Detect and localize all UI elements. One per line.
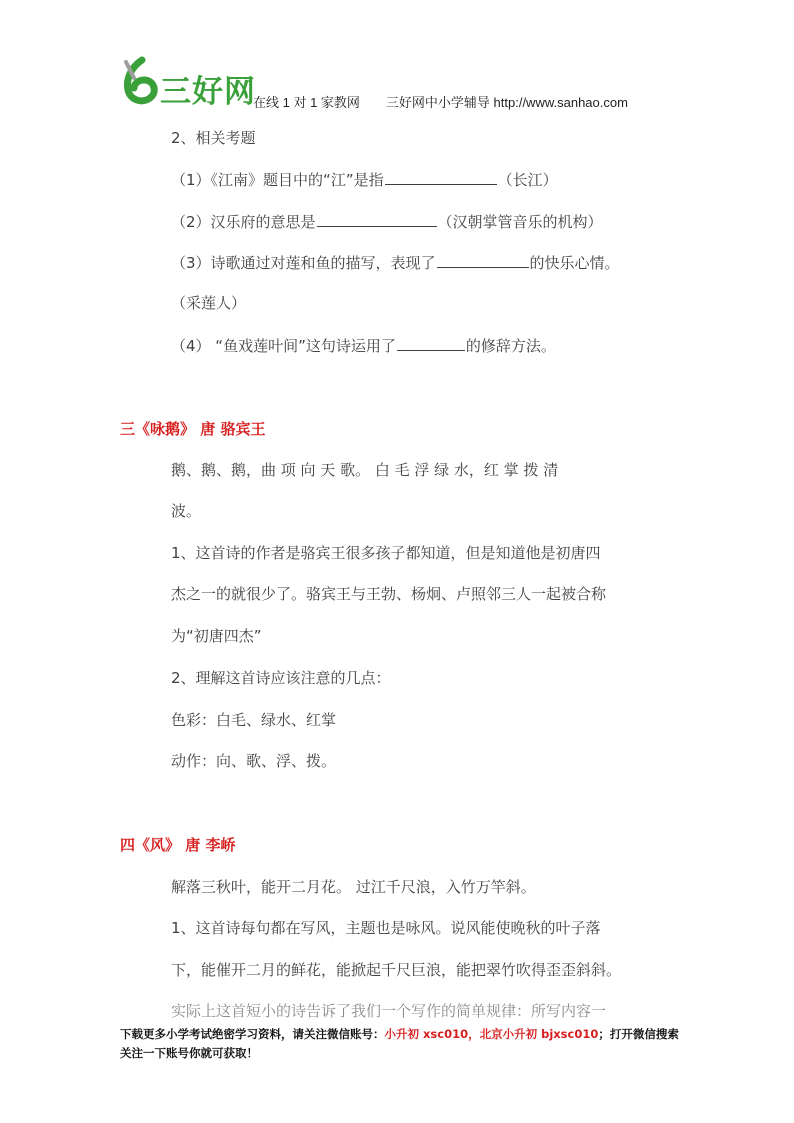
section-four-heading: 四《风》 唐 李峤 [120,836,236,854]
color-points: 色彩：白毛、绿水、红掌 [171,711,337,729]
question-3: （3）诗歌通过对莲和鱼的描写，表现了 的快乐心情。 [171,251,620,273]
poem-line: 鹅、鹅、鹅，曲 项 向 天 歌。 白 毛 浮 绿 水，红 掌 拨 清 [171,461,559,479]
paragraph-line: 1、这首诗每句都在写风，主题也是咏风。说风能使晚秋的叶子落 [171,919,601,937]
section-three-heading: 三《咏鹅》 唐 骆宾王 [120,420,266,438]
poem-line: 解落三秋叶，能开二月花。 过江千尺浪，入竹万竿斜。 [171,878,536,896]
question-3-answer: （采莲人） [171,294,247,312]
answer-blank [397,334,465,351]
header-tagline: 在线 1 对 1 家教网 [253,95,360,110]
paragraph-line: 2、理解这首诗应该注意的几点： [171,669,391,687]
paragraph-line: 实际上这首短小的诗告诉了我们一个写作的简单规律：所写内容一 [171,1002,607,1020]
poem-line: 波。 [171,502,202,520]
questions-title: 2、相关考题 [171,129,256,147]
paragraph-line: 杰之一的就很少了。骆宾王与王勃、杨炯、卢照邻三人一起被合称 [171,585,607,603]
answer-blank [385,168,497,185]
wechat-accounts: 小升初 xsc010，北京小升初 bjxsc010 [384,1027,599,1041]
footer-notice: 下载更多小学考试绝密学习资料，请关注微信账号：小升初 xsc010，北京小升初 bjxsc010；打开微信搜索 关注一下账号你就可获取！ [120,1027,679,1060]
answer-blank [437,251,529,268]
logo-text: 三好网 [160,74,256,110]
question-1: （1）《江南》题目中的“江”是指 （长江） [171,168,558,190]
action-points: 动作：向、歌、浮、拨。 [171,752,337,770]
paragraph-line: 下，能催开二月的鲜花，能掀起千尺巨浪，能把翠竹吹得歪歪斜斜。 [171,961,622,979]
question-2: （2）汉乐府的意思是 （汉朝掌管音乐的机构） [171,210,603,232]
paragraph-line: 为“初唐四杰” [171,627,262,645]
answer-blank [317,210,437,227]
question-4: （4） “鱼戏莲叶间”这句诗运用了 的修辞方法。 [171,334,556,356]
header-site-link[interactable]: 三好网中小学辅导 http://www.sanhao.com [385,95,628,110]
header-info [253,92,628,111]
paragraph-line: 1、这首诗的作者是骆宾王很多孩子都知道，但是知道他是初唐四 [171,544,601,562]
